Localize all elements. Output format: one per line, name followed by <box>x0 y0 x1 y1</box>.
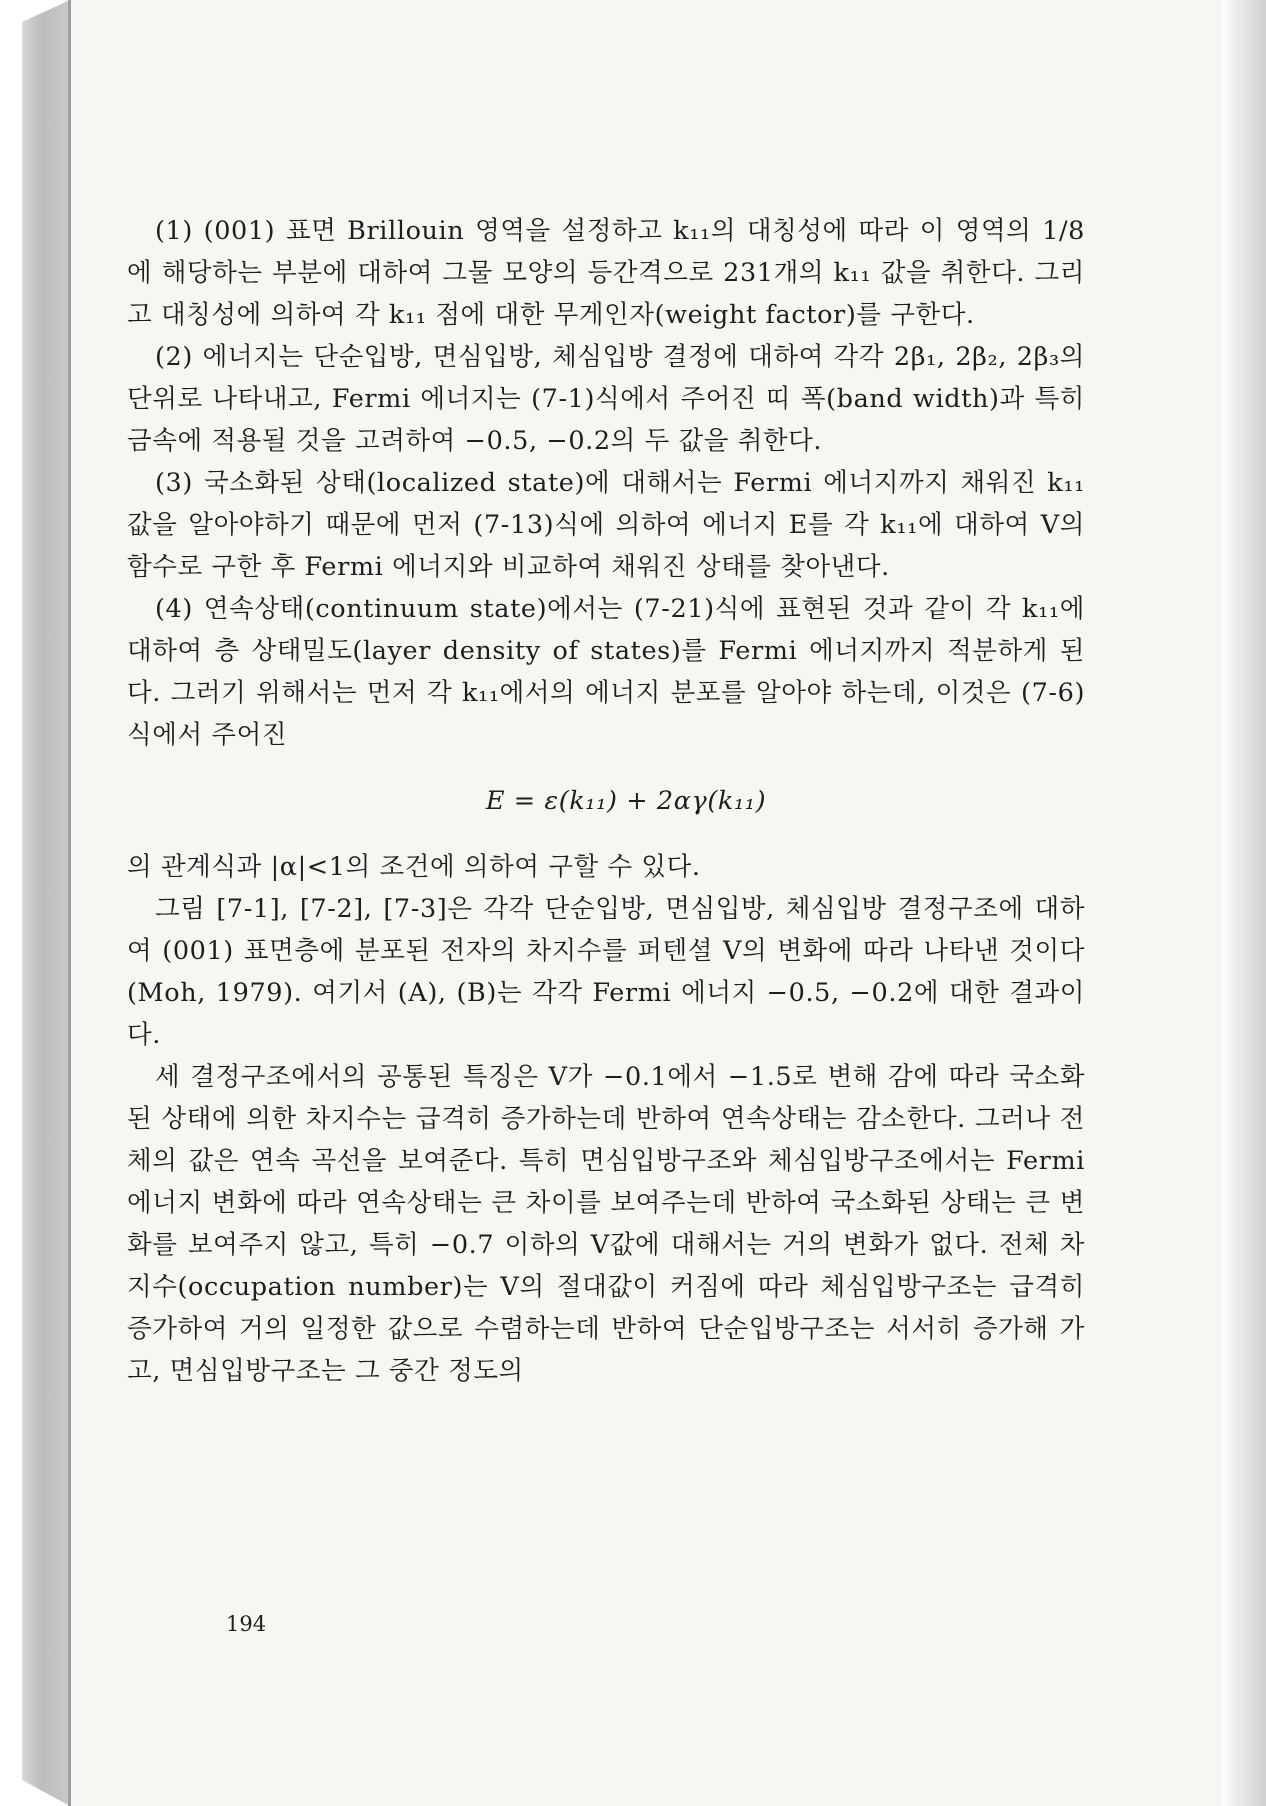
paragraph-figures: 그림 [7-1], [7-2], [7-3]은 각각 단순입방, 면심입방, 체심입방 결정구조에 대하여 (001) 표면층에 분포된 전자의 차지수를 퍼텐셜 V의 변화에 따라 나타낸 것이다(Moh, 1979). 여기서 (A), (B)는 각각 Fermi 에너지 −0.5, −0.2에 대한 결과이다. <box>127 894 1085 1050</box>
paragraph-continuation: 의 관계식과 |α|<1의 조건에 의하여 구할 수 있다. <box>127 852 701 882</box>
paragraph-features: 세 결정구조에서의 공통된 특징은 V가 −0.1에서 −1.5로 변해 감에 따라 국소화된 상태에 의한 차지수는 급격히 증가하는데 반하여 연속상태는 감소한다. 그러나 전체의 값은 연속 곡선을 보여준다. 특히 면심입방구조와 체심입방구조에서는 Fermi 에너지 변화에 따라 연속상태는 큰 차이를 보여주는데 반하여 국소화된 상태는 큰 변화를 보여주지 않고, 특히 −0.7 이하의 V값에 대해서는 거의 변화가 없다. 전체 차지수(occupation number)는 V의 절대값이 커짐에 따라 체심입방구조는 급격히 증가하여 거의 일정한 값으로 수렴하는데 반하여 단순입방구조는 서서히 증가해 가고, 면심입방구조는 그 중간 정도의 <box>127 1062 1085 1386</box>
equation: E = ε(k₁₁) + 2αγ(k₁₁) <box>485 786 767 816</box>
paragraph-step-2: (2) 에너지는 단순입방, 면심입방, 체심입방 결정에 대하여 각각 2β₁, 2β₂, 2β₃의 단위로 나타내고, Fermi 에너지는 (7-1)식에서 주어진 띠 폭(band width)과 특히 금속에 적용될 것을 고려하여 −0.5, −0.2의 두 값을 취한다. <box>127 342 1085 456</box>
body-text <box>127 210 1085 1392</box>
book-spine <box>22 0 70 1806</box>
paragraph-step-3: (3) 국소화된 상태(localized state)에 대해서는 Fermi 에너지까지 채워진 k₁₁ 값을 알아야하기 때문에 먼저 (7-13)식에 의하여 에너지 E를 각 k₁₁에 대하여 V의 함수로 구한 후 Fermi 에너지와 비교하여 채워진 상태를 찾아낸다. <box>127 468 1085 582</box>
page-shadow <box>1220 0 1266 1806</box>
page-number: 194 <box>226 1612 267 1636</box>
paragraph-step-4: (4) 연속상태(continuum state)에서는 (7-21)식에 표현된 것과 같이 각 k₁₁에 대하여 층 상태밀도(layer density of states)를 Fermi 에너지까지 적분하게 된다. 그러기 위해서는 먼저 각 k₁₁에서의 에너지 분포를 알아야 하는데, 이것은 (7-6)식에서 주어진 <box>127 594 1085 750</box>
paragraph-step-1: (1) (001) 표면 Brillouin 영역을 설정하고 k₁₁의 대칭성에 따라 이 영역의 1/8에 해당하는 부분에 대하여 그물 모양의 등간격으로 231개의 k₁₁ 값을 취한다. 그리고 대칭성에 의하여 각 k₁₁ 점에 대한 무게인자(weight factor)를 구한다. <box>127 216 1085 330</box>
